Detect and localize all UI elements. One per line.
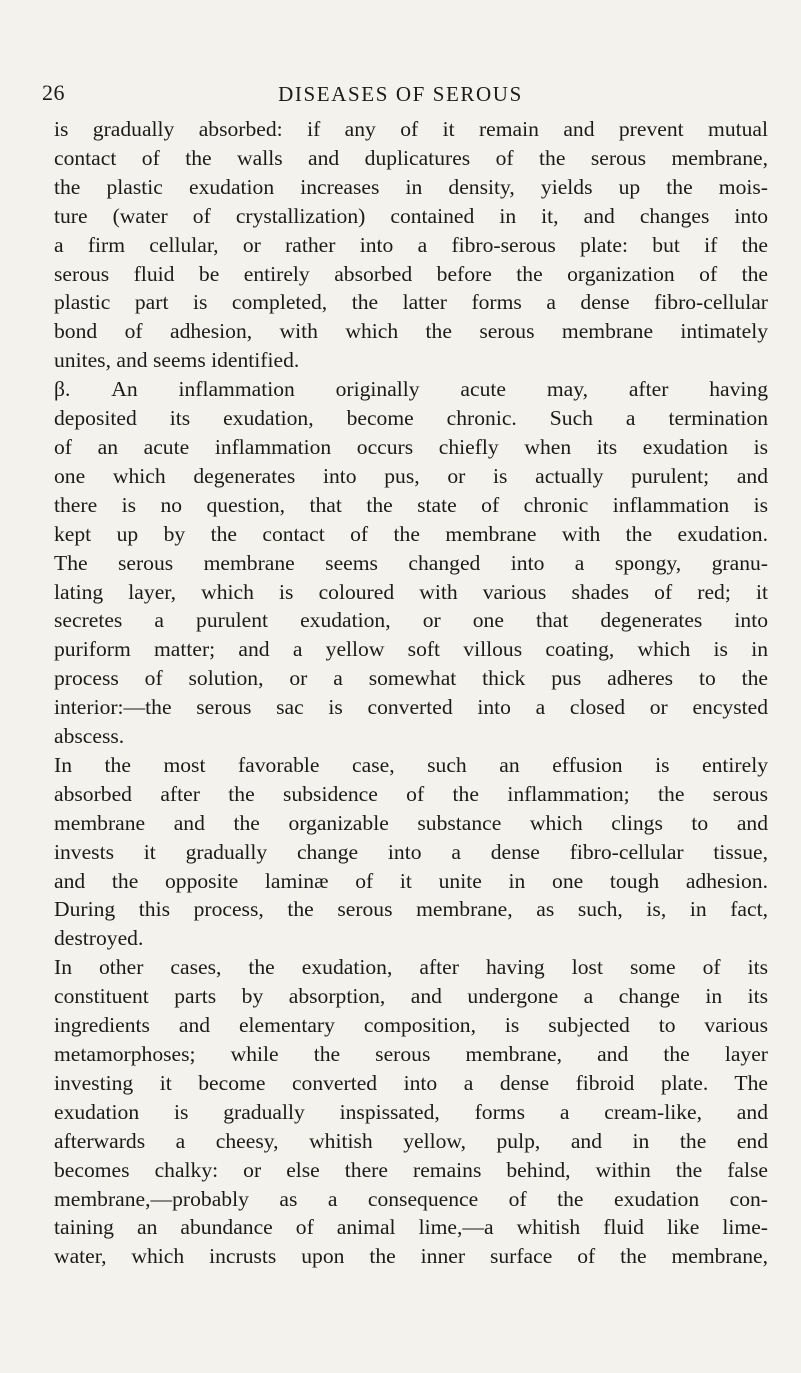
- text-line: the plastic exudation increases in density, yields up the mois-: [54, 174, 768, 199]
- text-line: is gradually absorbed: if any of it remain and prevent mutual: [54, 117, 768, 141]
- text-line: β. An inflammation originally acute may, after having: [54, 377, 768, 402]
- paragraph: [54, 375, 768, 751]
- text-line: invests it gradually change into a dense fibro-cellular tissue,: [54, 839, 768, 864]
- text-line: afterwards a cheesy, whitish yellow, pulp, and in the end: [54, 1128, 768, 1153]
- text-line: The serous membrane seems changed into a spongy, granu-: [54, 550, 768, 575]
- text-line: destroyed.: [54, 926, 144, 951]
- text-line: In the most favorable case, such an effusion is entirely: [54, 752, 768, 777]
- text-line: process of solution, or a somewhat thick pus adheres to the: [54, 666, 768, 691]
- text-line: one which degenerates into pus, or is actually purulent; and: [54, 463, 768, 488]
- text-line: kept up by the contact of the membrane with the exudation.: [54, 521, 768, 546]
- text-line: ingredients and elementary composition, is subjected to various: [54, 1013, 768, 1038]
- running-title: DISEASES OF SEROUS: [278, 82, 523, 106]
- text-line: bond of adhesion, with which the serous membrane intimately: [54, 319, 768, 344]
- text-line: abscess.: [54, 724, 125, 749]
- text-line: membrane,—probably as a consequence of the exudation con-: [54, 1186, 768, 1211]
- text-line: taining an abundance of animal lime,—a whitish fluid like lime-: [54, 1215, 768, 1240]
- text-line: plastic part is completed, the latter forms a dense fibro-cellular: [54, 290, 768, 315]
- text-line: metamorphoses; while the serous membrane, and the layer: [54, 1042, 768, 1066]
- text-line: water, which incrusts upon the inner surface of the membrane,: [54, 1244, 768, 1269]
- text-line: In other cases, the exudation, after having lost some of its: [54, 955, 768, 980]
- text-line: exudation is gradually inspissated, forms a cream-like, and: [54, 1099, 768, 1124]
- text-line: investing it become converted into a dense fibroid plate. The: [54, 1070, 768, 1095]
- text-line: there is no question, that the state of chronic inflammation is: [54, 492, 768, 517]
- text-line: absorbed after the subsidence of the inflammation; the serous: [54, 781, 768, 806]
- text-line: During this process, the serous membrane, as such, is, in fact,: [54, 897, 768, 922]
- text-line: and the opposite laminæ of it unite in one tough adhesion.: [54, 868, 768, 893]
- text-line: unites, and seems identified.: [54, 348, 300, 373]
- paragraph: [54, 751, 768, 953]
- text-line: serous fluid be entirely absorbed before the organization of the: [54, 261, 768, 286]
- text-line: interior:—the serous sac is converted into a closed or encysted: [54, 695, 768, 720]
- page-number: 26: [42, 80, 65, 105]
- text-line: puriform matter; and a yellow soft villous coating, which is in: [54, 637, 768, 662]
- text-line: secretes a purulent exudation, or one that degenerates into: [54, 608, 768, 633]
- text-line: constituent parts by absorption, and undergone a change in its: [54, 984, 768, 1009]
- text-line: a firm cellular, or rather into a fibro-serous plate: but if the: [54, 232, 768, 257]
- text-line: deposited its exudation, become chronic. Such a termination: [54, 406, 768, 431]
- paragraph: [54, 953, 768, 1271]
- text-line: ture (water of crystallization) contained in it, and changes into: [54, 203, 768, 228]
- text-line: of an acute inflammation occurs chiefly when its exudation is: [54, 434, 768, 459]
- body-text: [54, 115, 768, 1271]
- text-line: becomes chalky: or else there remains behind, within the false: [54, 1157, 768, 1182]
- text-line: membrane and the organizable substance which clings to and: [54, 810, 768, 835]
- paragraph: [54, 115, 768, 375]
- text-line: contact of the walls and duplicatures of the serous membrane,: [54, 145, 768, 170]
- text-line: lating layer, which is coloured with various shades of red; it: [54, 579, 768, 604]
